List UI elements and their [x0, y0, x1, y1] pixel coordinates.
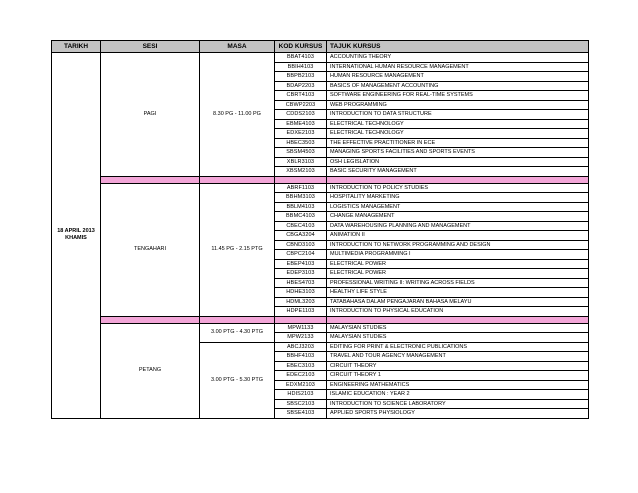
sesi-pagi: PAGI — [101, 53, 200, 177]
course-code: BBIH4103 — [275, 62, 327, 72]
course-code: BDAP2203 — [275, 81, 327, 91]
course-code: BBAT4103 — [275, 53, 327, 63]
course-title: ELECTRICAL TECHNOLOGY — [327, 129, 589, 139]
tarikh-cell: 18 APRIL 2013 KHAMIS — [52, 53, 101, 419]
course-title: ISLAMIC EDUCATION : YEAR 2 — [327, 390, 589, 400]
course-code: SBSE4103 — [275, 409, 327, 419]
header-tarikh: TARIKH — [52, 41, 101, 53]
course-title: INTRODUCTION TO NETWORK PROGRAMMING AND DESIGN — [327, 240, 589, 250]
course-title: CIRCUIT THEORY 1 — [327, 371, 589, 381]
course-code: BBHF4103 — [275, 352, 327, 362]
table-row — [52, 183, 589, 193]
masa-petang-slot2: 3.00 PTG - 5.30 PTG — [200, 342, 275, 418]
course-code: MPW2133 — [275, 333, 327, 343]
course-title: BASICS OF MANAGEMENT ACCOUNTING — [327, 81, 589, 91]
course-code: BBLM4103 — [275, 202, 327, 212]
course-title: APPLIED SPORTS PHYSIOLOGY — [327, 409, 589, 419]
separator-cell — [275, 316, 327, 323]
course-code: MPW1133 — [275, 323, 327, 333]
course-code: HDML3203 — [275, 297, 327, 307]
session-separator-row — [52, 176, 589, 183]
table-row — [52, 53, 589, 63]
header-masa: MASA — [200, 41, 275, 53]
header-sesi: SESI — [101, 41, 200, 53]
course-code: EDXM2103 — [275, 380, 327, 390]
course-code: CBRT4103 — [275, 91, 327, 101]
course-title: SOFTWARE ENGINEERING FOR REAL-TIME SYSTEMS — [327, 91, 589, 101]
course-code: HDHE3103 — [275, 288, 327, 298]
course-title: THE EFFECTIVE PRACTITIONER IN ECE — [327, 138, 589, 148]
separator-cell — [101, 176, 200, 183]
separator-cell — [327, 176, 589, 183]
course-title: INTRODUCTION TO PHYSICAL EDUCATION — [327, 307, 589, 317]
course-title: HOSPITALITY MARKETING — [327, 193, 589, 203]
masa-pagi: 8.30 PG - 11.00 PG — [200, 53, 275, 177]
course-title: INTRODUCTION TO DATA STRUCTURE — [327, 110, 589, 120]
course-code: SBSC2103 — [275, 399, 327, 409]
course-code: XBSM2103 — [275, 167, 327, 177]
course-code: ABCJ3203 — [275, 342, 327, 352]
separator-cell — [200, 176, 275, 183]
course-title: WEB PROGRAMMING — [327, 100, 589, 110]
course-code: EDEC2103 — [275, 371, 327, 381]
course-title: ELECTRICAL POWER — [327, 259, 589, 269]
course-title: OSH LEGISLATION — [327, 157, 589, 167]
session-separator-row — [52, 316, 589, 323]
masa-petang-slot1: 3.00 PTG - 4.30 PTG — [200, 323, 275, 342]
course-code: CBGA3204 — [275, 231, 327, 241]
course-code: BBHM3103 — [275, 193, 327, 203]
header-kod-kursus: KOD KURSUS — [275, 41, 327, 53]
course-title: MULTIMEDIA PROGRAMMING I — [327, 250, 589, 260]
course-title: INTRODUCTION TO SCIENCE LABORATORY — [327, 399, 589, 409]
course-title: ANIMATION II — [327, 231, 589, 241]
sesi-petang: PETANG — [101, 323, 200, 418]
masa-tengahari: 11.45 PG - 2.15 PTG — [200, 183, 275, 316]
course-code: CBEC4103 — [275, 221, 327, 231]
course-title: LOGISTICS MANAGEMENT — [327, 202, 589, 212]
course-code: HBES4703 — [275, 278, 327, 288]
course-title: ACCOUNTING THEORY — [327, 53, 589, 63]
course-title: INTERNATIONAL HUMAN RESOURCE MANAGEMENT — [327, 62, 589, 72]
course-code: CBND3103 — [275, 240, 327, 250]
separator-cell — [200, 316, 275, 323]
separator-cell — [275, 176, 327, 183]
course-title: CIRCUIT THEORY — [327, 361, 589, 371]
header-row — [52, 41, 589, 53]
course-title: TATABAHASA DALAM PENGAJARAN BAHASA MELAYU — [327, 297, 589, 307]
course-code: XBLR3103 — [275, 157, 327, 167]
course-code: CBPC2104 — [275, 250, 327, 260]
table-row — [52, 323, 589, 333]
separator-cell — [101, 316, 200, 323]
course-code: BBMC4103 — [275, 212, 327, 222]
course-title: TRAVEL AND TOUR AGENCY MANAGEMENT — [327, 352, 589, 362]
course-code: HDPE1103 — [275, 307, 327, 317]
course-title: PROFESSIONAL WRITING II: WRITING ACROSS FIELDS — [327, 278, 589, 288]
course-code: ABRF1103 — [275, 183, 327, 193]
course-title: MANAGING SPORTS FACILITIES AND SPORTS EVENTS — [327, 148, 589, 158]
header-tajuk-kursus: TAJUK KURSUS — [327, 41, 589, 53]
course-code: SBSM4503 — [275, 148, 327, 158]
schedule-body — [52, 53, 589, 419]
course-code: HDIS2103 — [275, 390, 327, 400]
course-title: DATA WAREHOUSING PLANNING AND MANAGEMENT — [327, 221, 589, 231]
course-title: HUMAN RESOURCE MANAGEMENT — [327, 72, 589, 82]
sesi-tengahari: TENGAHARI — [101, 183, 200, 316]
course-title: ELECTRICAL TECHNOLOGY — [327, 119, 589, 129]
course-code: CDDS2103 — [275, 110, 327, 120]
course-code: EDXE2103 — [275, 129, 327, 139]
course-code: BBPB2103 — [275, 72, 327, 82]
course-code: EBEC3103 — [275, 361, 327, 371]
exam-schedule-table — [51, 40, 589, 419]
course-code: HBEC3503 — [275, 138, 327, 148]
course-code: EBEP4103 — [275, 259, 327, 269]
exam-schedule-sheet — [51, 40, 588, 419]
course-title: BASIC SECURITY MANAGEMENT — [327, 167, 589, 177]
separator-cell — [327, 316, 589, 323]
course-title: HEALTHY LIFE STYLE — [327, 288, 589, 298]
course-title: ENGINEERING MATHEMATICS — [327, 380, 589, 390]
course-title: INTRODUCTION TO POLICY STUDIES — [327, 183, 589, 193]
course-code: EDEP3103 — [275, 269, 327, 279]
course-title: CHANGE MANAGEMENT — [327, 212, 589, 222]
course-code: EBME4103 — [275, 119, 327, 129]
course-title: MALAYSIAN STUDIES — [327, 333, 589, 343]
course-title: MALAYSIAN STUDIES — [327, 323, 589, 333]
course-title: EDITING FOR PRINT & ELECTRONIC PUBLICATIONS — [327, 342, 589, 352]
course-title: ELECTRICAL POWER — [327, 269, 589, 279]
course-code: CBWP2203 — [275, 100, 327, 110]
